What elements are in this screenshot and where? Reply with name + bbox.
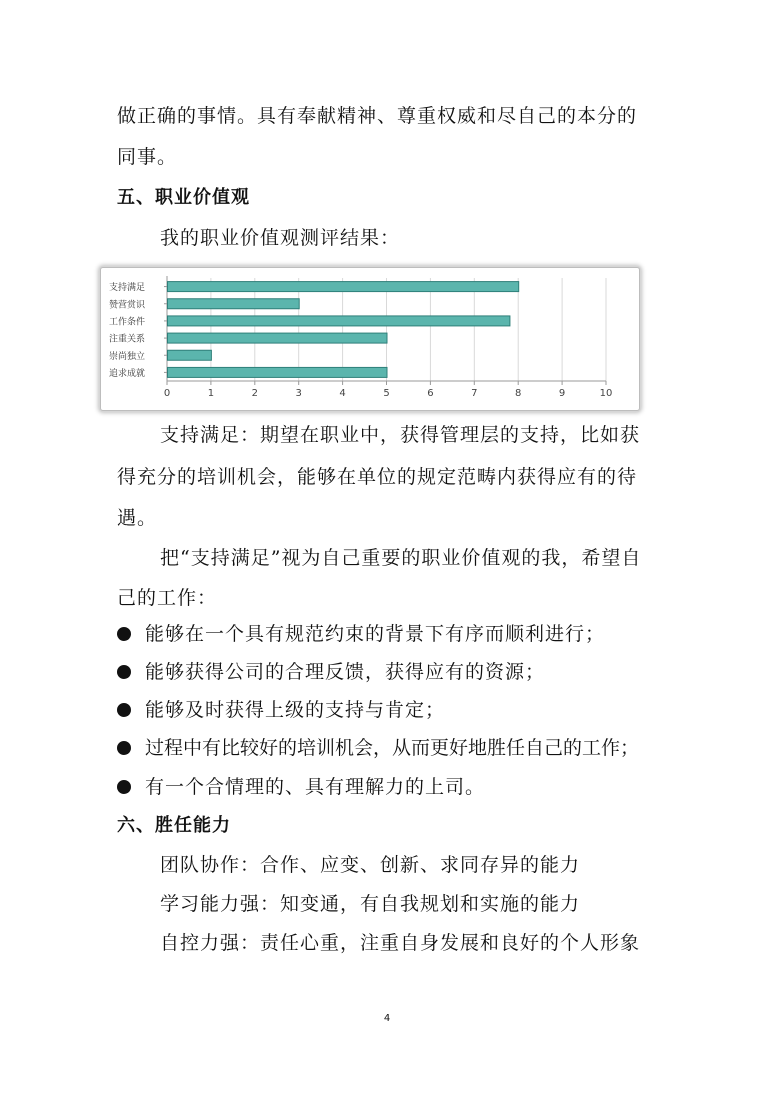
x-tick-label: 6 [427,388,434,399]
text-line: 把“支持满足”视为自己重要的职业价值观的我，希望自 [160,547,642,569]
category-label: 追求成就 [109,368,146,379]
text-line: 遇。 [117,507,158,529]
bullet-text: 能够及时获得上级的支持与肯定； [145,699,446,721]
x-tick-label: 9 [558,388,566,399]
bar [168,282,519,292]
x-tick-label: 7 [471,388,478,399]
text-line: 我的职业价值观测评结果： [160,227,401,249]
bullet-dot [117,665,131,679]
text-line: 己的工作： [117,587,218,609]
x-tick-label: 10 [599,388,613,399]
text-line: 自控力强：责任心重，注重自身发展和良好的个人形象 [160,932,641,954]
section-heading: 六、胜任能力 [117,815,231,836]
bar [168,299,300,309]
x-tick-label: 5 [383,388,390,399]
text-line: 团队协作：合作、应变、创新、求同存异的能力 [160,854,581,876]
bar [168,316,510,326]
category-label: 工作条件 [109,317,146,328]
bar [168,367,388,377]
bullet-dot [117,741,131,755]
bullet-dot [117,703,131,717]
bullet-dot [117,780,131,794]
page-number: 4 [383,1013,391,1024]
bar-chart [101,268,639,410]
bar [168,350,212,360]
text-line: 得充分的培训机会，能够在单位的规定范畴内获得应有的待 [117,466,638,488]
x-tick-label: 8 [515,388,522,399]
x-tick-label: 3 [295,388,302,399]
text-line: 支持满足：期望在职业中，获得管理层的支持，比如获 [160,424,641,446]
x-tick-label: 1 [207,388,215,399]
text-line: 学习能力强：知变通，有自我规划和实施的能力 [160,893,581,915]
category-label: 赞营赏识 [109,300,146,311]
text-line: 做正确的事情。具有奉献精神、尊重权威和尽自己的本分的 [117,105,638,127]
category-label: 崇尚独立 [109,351,146,362]
bar [168,333,388,343]
x-tick-label: 2 [251,388,258,399]
x-tick-label: 0 [163,388,171,399]
category-label: 注重关系 [109,334,146,345]
x-tick-label: 4 [339,388,346,399]
bullet-text: 过程中有比较好的培训机会，从而更好地胜任自己的工作； [145,737,640,759]
text-line: 同事。 [117,146,178,168]
bullet-text: 能够在一个具有规范约束的背景下有序而顺利进行； [145,623,606,645]
section-heading: 五、职业价值观 [117,187,250,208]
bullet-text: 能够获得公司的合理反馈，获得应有的资源； [145,661,546,683]
bullet-text: 有一个合情理的、具有理解力的上司。 [145,776,486,798]
bullet-dot [117,627,131,641]
category-label: 支持满足 [109,283,146,294]
career-values-chart [100,267,640,411]
